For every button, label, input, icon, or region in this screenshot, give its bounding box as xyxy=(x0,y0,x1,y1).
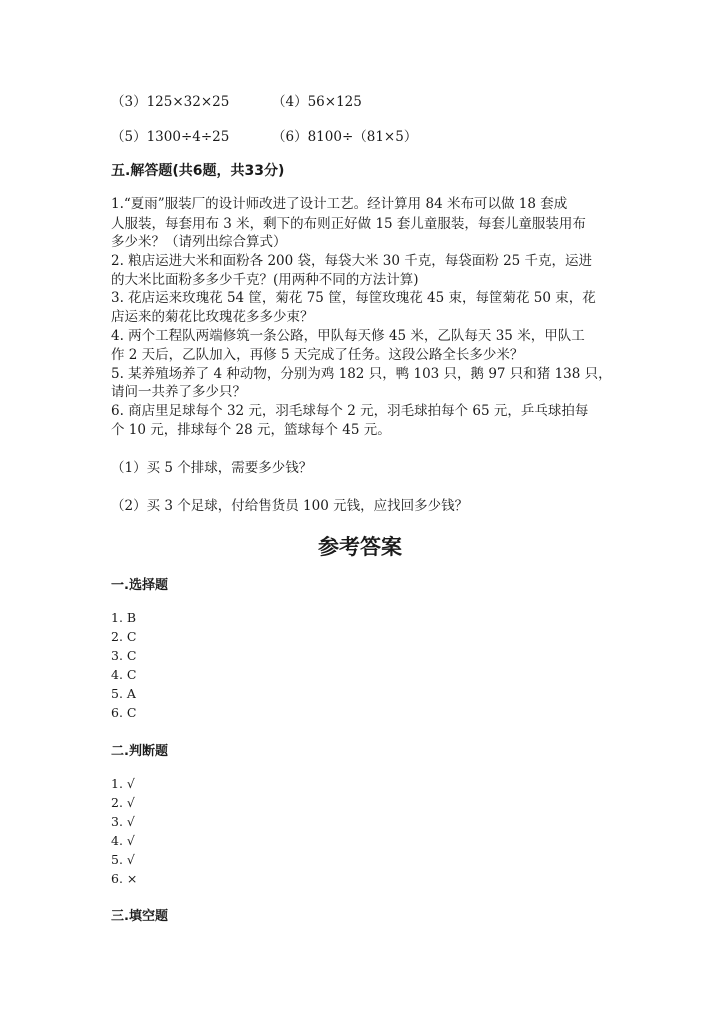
answer-2-5: 5. √ xyxy=(111,852,135,867)
q1-line2: 人服装，每套用布 3 米，剩下的布则正好做 15 套儿童服装，每套儿童服装用布 xyxy=(111,216,586,232)
answer-1-3: 3. C xyxy=(111,648,137,663)
calc-3: （3）125×32×25 xyxy=(111,94,230,110)
q5-line1: 5. 某养殖场养了 4 种动物，分别为鸡 182 只，鸭 103 只，鹅 97 只和猪 138 只， xyxy=(111,366,612,382)
calc-4: （4）56×125 xyxy=(272,94,362,110)
answer-2-1: 1. √ xyxy=(111,776,135,791)
answer-1-2: 2. C xyxy=(111,629,137,644)
q4-line1: 4. 两个工程队两端修筑一条公路，甲队每天修 45 米，乙队每天 35 米，甲队工 xyxy=(111,328,585,344)
sub-question-2: （2）买 3 个足球，付给售货员 100 元钱，应找回多少钱？ xyxy=(111,498,469,514)
answers-section3-title: 三.填空题 xyxy=(111,909,168,924)
answer-2-2: 2. √ xyxy=(111,795,135,810)
q2-line2: 的大米比面粉多多少千克？(用两种不同的方法计算) xyxy=(111,272,419,288)
q1-line1: 1.“夏雨”服装厂的设计师改进了设计工艺。经计算用 84 米布可以做 18 套成 xyxy=(111,196,568,212)
answer-2-3: 3. √ xyxy=(111,814,135,829)
answer-1-5: 5. A xyxy=(111,686,136,701)
q6-line1: 6. 商店里足球每个 32 元，羽毛球每个 2 元，羽毛球拍每个 65 元，乒乓球拍每 xyxy=(111,403,589,419)
answers-title: 参考答案 xyxy=(318,535,402,559)
q3-line2: 店运来的菊花比玫瑰花多多少束？ xyxy=(111,309,314,325)
sub-question-1: （1）买 5 个排球，需要多少钱？ xyxy=(111,460,313,476)
answer-1-4: 4. C xyxy=(111,667,137,682)
q1-line3: 多少米？（请列出综合算式） xyxy=(111,234,287,250)
q4-line2: 作 2 天后，乙队加入，再修 5 天完成了任务。这段公路全长多少米？ xyxy=(111,347,524,363)
calc-6: （6）8100÷（81×5） xyxy=(272,129,418,145)
answer-2-4: 4. √ xyxy=(111,833,135,848)
q2-line1: 2. 粮店运进大米和面粉各 200 袋，每袋大米 30 千克，每袋面粉 25 千克，运进 xyxy=(111,253,593,269)
answer-1-6: 6. C xyxy=(111,705,137,720)
answer-2-6: 6. × xyxy=(111,871,138,886)
answer-1-1: 1. B xyxy=(111,610,137,625)
calc-5: （5）1300÷4÷25 xyxy=(111,129,230,145)
answers-section2-title: 二.判断题 xyxy=(111,744,168,759)
section5-title: 五.解答题(共6题，共33分) xyxy=(111,163,285,179)
q3-line1: 3. 花店运来玫瑰花 54 筐，菊花 75 筐，每筐玫瑰花 45 束，每筐菊花 50 束，花 xyxy=(111,290,596,306)
q6-line2: 个 10 元，排球每个 28 元，篮球每个 45 元。 xyxy=(111,422,391,438)
q5-line2: 请问一共养了多少只？ xyxy=(111,384,246,400)
answers-section1-title: 一.选择题 xyxy=(111,578,168,593)
